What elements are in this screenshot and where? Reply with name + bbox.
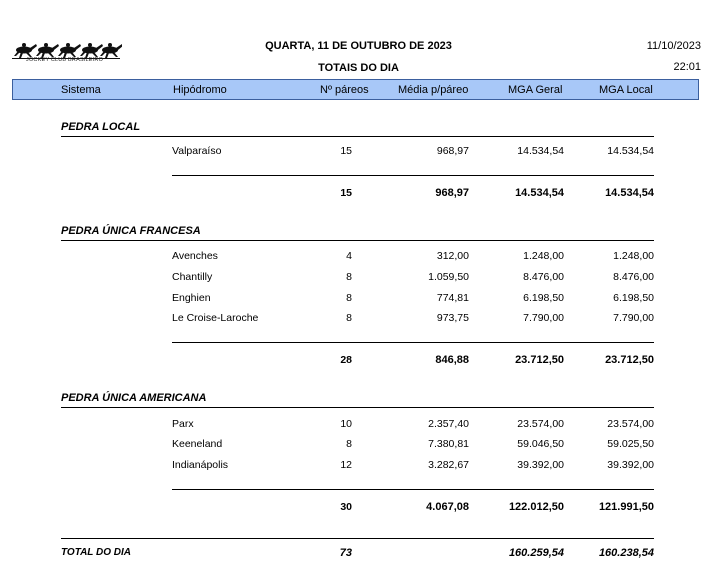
col-pareos: Nº páreos <box>320 84 369 96</box>
table-cell-pareos: 4 <box>346 250 352 262</box>
table-cell-media: 312,00 <box>436 250 469 262</box>
table-cell-hipodromo: Enghien <box>172 292 211 304</box>
group-title: PEDRA ÚNICA AMERICANA <box>61 392 207 404</box>
subtotal-divider <box>172 175 654 176</box>
subtotal-pareos: 15 <box>340 187 352 199</box>
table-cell-media: 3.282,67 <box>428 459 469 471</box>
table-cell-mga-geral: 39.392,00 <box>517 459 564 471</box>
table-cell-pareos: 15 <box>340 145 352 157</box>
group-title: PEDRA ÚNICA FRANCESA <box>61 225 201 237</box>
table-cell-pareos: 12 <box>340 459 352 471</box>
report-date: 11/10/2023 <box>646 40 701 52</box>
total-mga-local: 160.238,54 <box>598 547 654 559</box>
subtotal-media: 846,88 <box>435 354 469 366</box>
col-hipodromo: Hipódromo <box>173 84 227 96</box>
table-cell-hipodromo: Avenches <box>172 250 218 262</box>
table-cell-hipodromo: Keeneland <box>172 438 223 450</box>
total-mga-geral: 160.259,54 <box>508 547 564 559</box>
table-cell-hipodromo: Chantilly <box>172 271 213 283</box>
table-cell-hipodromo: Le Croise-Laroche <box>172 312 259 324</box>
table-cell-hipodromo: Indianápolis <box>172 459 229 471</box>
table-cell-mga-geral: 7.790,00 <box>523 312 564 324</box>
subtotal-pareos: 30 <box>340 501 352 513</box>
table-cell-mga-local: 8.476,00 <box>613 271 654 283</box>
total-label: TOTAL DO DIA <box>61 547 131 558</box>
table-cell-mga-local: 14.534,54 <box>607 145 654 157</box>
report-title: TOTAIS DO DIA <box>318 62 399 74</box>
table-cell-mga-geral: 8.476,00 <box>523 271 564 283</box>
table-cell-media: 973,75 <box>436 312 469 324</box>
subtotal-mga-local: 121.991,50 <box>598 501 654 513</box>
subtotal-mga-geral: 14.534,54 <box>515 187 564 199</box>
table-cell-mga-local: 6.198,50 <box>613 292 654 304</box>
report-time: 22:01 <box>673 61 701 73</box>
table-cell-mga-geral: 1.248,00 <box>523 250 564 262</box>
subtotal-pareos: 28 <box>340 354 352 366</box>
group-title: PEDRA LOCAL <box>61 121 141 133</box>
table-cell-mga-local: 23.574,00 <box>607 418 654 430</box>
table-cell-media: 2.357,40 <box>428 418 469 430</box>
table-cell-pareos: 8 <box>346 312 352 324</box>
table-cell-mga-local: 39.392,00 <box>607 459 654 471</box>
col-mga-local: MGA Local <box>599 84 653 96</box>
total-divider <box>61 538 654 539</box>
table-cell-hipodromo: Valparaíso <box>172 145 222 157</box>
subtotal-mga-local: 14.534,54 <box>605 187 654 199</box>
table-cell-media: 7.380,81 <box>428 438 469 450</box>
subtotal-divider <box>172 489 654 490</box>
col-sistema: Sistema <box>61 84 101 96</box>
subtotal-mga-geral: 23.712,50 <box>515 354 564 366</box>
table-cell-mga-local: 7.790,00 <box>613 312 654 324</box>
table-cell-mga-geral: 14.534,54 <box>517 145 564 157</box>
group-divider <box>61 407 654 408</box>
table-cell-pareos: 10 <box>340 418 352 430</box>
col-media: Média p/páreo <box>398 84 469 96</box>
table-cell-media: 968,97 <box>436 145 469 157</box>
column-header-bar <box>12 79 699 100</box>
table-cell-pareos: 8 <box>346 438 352 450</box>
group-divider <box>61 136 654 137</box>
table-cell-mga-geral: 6.198,50 <box>523 292 564 304</box>
table-cell-hipodromo: Parx <box>172 418 194 430</box>
subtotal-mga-geral: 122.012,50 <box>508 501 564 513</box>
col-mga-geral: MGA Geral <box>508 84 563 96</box>
logo-text: JOCKEY CLUB BRASILEIRO <box>26 57 104 63</box>
subtotal-mga-local: 23.712,50 <box>605 354 654 366</box>
table-cell-pareos: 8 <box>346 292 352 304</box>
subtotal-media: 968,97 <box>435 187 469 199</box>
total-pareos: 73 <box>339 547 352 559</box>
date-title: QUARTA, 11 DE OUTUBRO DE 2023 <box>265 40 452 52</box>
table-cell-pareos: 8 <box>346 271 352 283</box>
table-cell-mga-local: 59.025,50 <box>607 438 654 450</box>
table-cell-media: 1.059,50 <box>428 271 469 283</box>
subtotal-divider <box>172 342 654 343</box>
table-cell-mga-geral: 23.574,00 <box>517 418 564 430</box>
table-cell-media: 774,81 <box>436 292 469 304</box>
group-divider <box>61 240 654 241</box>
subtotal-media: 4.067,08 <box>426 501 469 513</box>
table-cell-mga-local: 1.248,00 <box>613 250 654 262</box>
table-cell-mga-geral: 59.046,50 <box>517 438 564 450</box>
